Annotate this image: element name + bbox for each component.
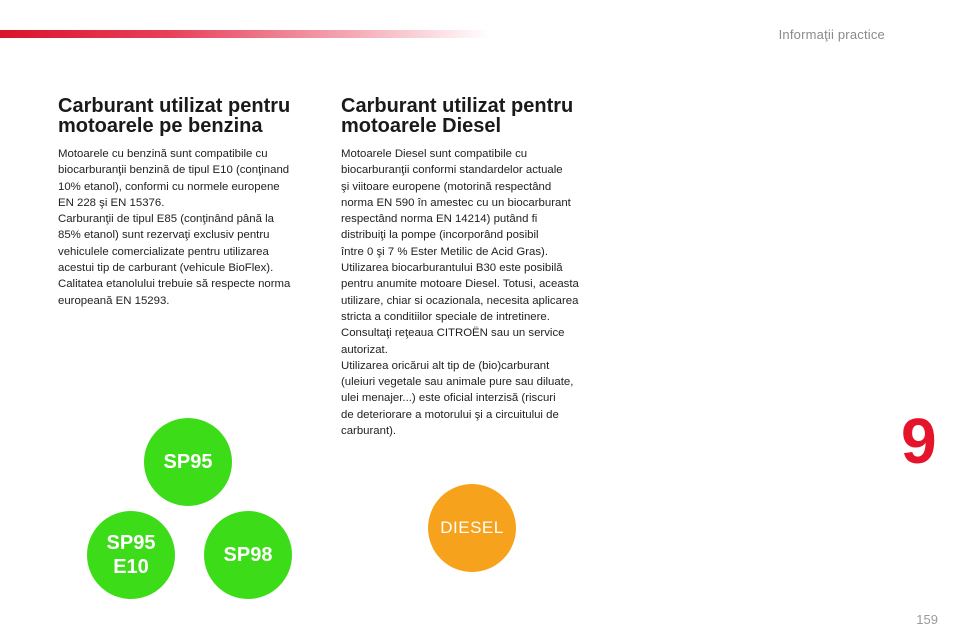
diesel-heading xyxy=(341,96,606,136)
petrol-body-line: europeană EN 15293. xyxy=(58,294,170,307)
sp95-e10-label-bottom: E10 xyxy=(113,556,149,578)
chapter-number: 9 xyxy=(901,405,937,477)
diesel-heading-line: motoarele Diesel xyxy=(341,115,502,137)
diesel-body-line: respectând norma EN 14214) putând fi xyxy=(341,213,538,226)
petrol-heading-line: motoarele pe benzina xyxy=(58,115,263,137)
section-title: Informaţii practice xyxy=(778,27,885,42)
diesel-body-line: norma EN 590 în amestec cu un biocarburant xyxy=(341,196,571,209)
sp95-e10-fuel-badge xyxy=(87,511,175,599)
diesel-body-line: autorizat. xyxy=(341,343,388,356)
sp95-e10-label-top: SP95 xyxy=(106,532,156,554)
diesel-body-line: de deteriorare a motorului şi a circuitului de xyxy=(341,408,559,421)
diesel-body-line: stricta a conditiilor speciale de intretinere. xyxy=(341,310,550,323)
petrol-heading-line: Carburant utilizat pentru xyxy=(58,95,291,117)
sp98-label: SP98 xyxy=(223,543,273,566)
petrol-body-line: acestui tip de carburant (vehicule BioFlex). xyxy=(58,262,274,275)
petrol-heading xyxy=(58,96,313,136)
diesel-body-line: distribuiţi la pompe (incorporând posibil xyxy=(341,229,539,242)
petrol-body xyxy=(58,146,313,309)
diesel-body-line: carburant). xyxy=(341,425,397,438)
diesel-label: DIESEL xyxy=(440,518,504,537)
diesel-body-line: (uleiuri vegetale sau animale pure sau diluate, xyxy=(341,376,574,389)
diesel-body-line: Utilizarea oricărui alt tip de (bio)carburant xyxy=(341,359,550,372)
diesel-fuel-badge xyxy=(428,484,516,572)
sp95-label: SP95 xyxy=(163,450,213,473)
petrol-body-line: EN 228 şi EN 15376. xyxy=(58,196,165,209)
diesel-body-line: ulei menajer...) este oficial interzisă (riscuri xyxy=(341,392,556,405)
header-accent-bar xyxy=(0,30,490,38)
diesel-heading-line: Carburant utilizat pentru xyxy=(341,95,574,117)
page-number: 159 xyxy=(916,612,938,627)
diesel-body-line: Motoarele Diesel sunt compatibile cu xyxy=(341,148,528,160)
petrol-body-line: biocarburanţii benzină de tipul E10 (conţinand xyxy=(58,164,290,177)
diesel-body-line: Consultaţi reţeaua CITROËN sau un service xyxy=(341,327,565,340)
sp98-fuel-badge xyxy=(204,511,292,599)
sp95-fuel-badge xyxy=(144,418,232,506)
diesel-body-line: şi viitoare europene (motorină respectând xyxy=(341,180,552,193)
petrol-body-line: Carburanţii de tipul E85 (conţinând până la xyxy=(58,213,274,226)
petrol-body-line: Calitatea etanolului trebuie să respecte norma xyxy=(58,278,291,291)
petrol-body-line: 10% etanol), conformi cu normele europene xyxy=(58,180,280,193)
petrol-body-line: Motoarele cu benzină sunt compatibile cu xyxy=(58,148,268,160)
diesel-body-line: biocarburanţii conformi standardelor actuale xyxy=(341,164,563,177)
diesel-body-line: utilizare, chiar si ocazionala, necesita aplicarea xyxy=(341,294,579,307)
diesel-body-line: Utilizarea biocarburantului B30 este posibilă xyxy=(341,262,563,275)
petrol-fuel-section xyxy=(58,96,313,309)
diesel-fuel-section xyxy=(341,96,606,439)
diesel-body-line: între 0 şi 7 % Ester Metilic de Acid Gras). xyxy=(341,245,548,258)
diesel-body-line: pentru anumite motoare Diesel. Totusi, aceasta xyxy=(341,278,579,291)
diesel-body xyxy=(341,146,606,439)
petrol-body-line: vehiculele comercializate pentru utilizarea xyxy=(58,245,269,258)
petrol-body-line: 85% etanol) sunt rezervaţi exclusiv pentru xyxy=(58,229,270,242)
